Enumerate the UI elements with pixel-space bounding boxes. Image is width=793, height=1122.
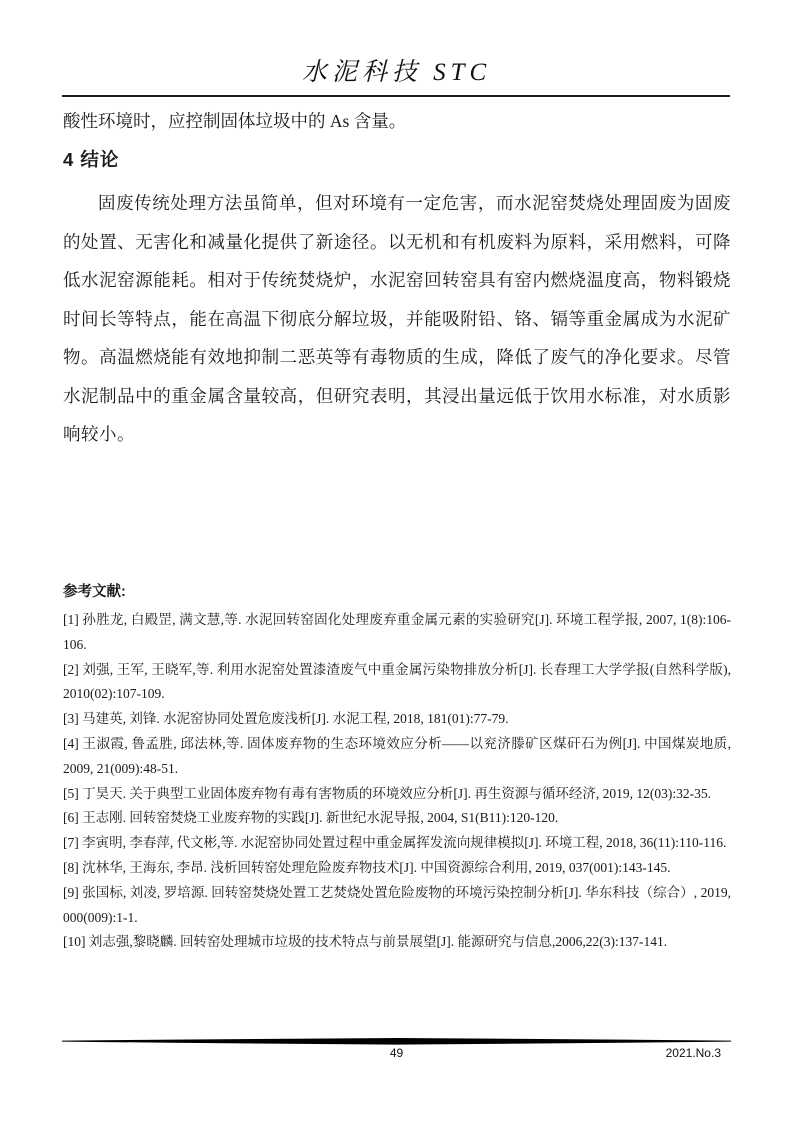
lead-sentence: 酸性环境时，应控制固体垃圾中的 As 含量。 (63, 111, 407, 131)
references-heading: 参考文献: (63, 584, 126, 600)
conclusion-paragraph: 固废传统处理方法虽简单，但对环境有一定危害，而水泥窑焚烧处理固废为固废的处置、无害化和减量化提供了新途径。以无机和有机废料为原料，采用燃料，可降低水泥窑源能耗。相对于传统焚烧炉，水泥窑回转窑具有窑内燃烧温度高，物料锻烧时间长等特点，能在高温下彻底分解垃圾，并能吸附铅、铬、镉等重金属成为水泥矿物。高温燃烧能有效地抑制二恶英等有毒物质的生成，降低了废气的净化要求。尽管水泥制品中的重金属含量较高，但研究表明，其浸出量远低于饮用水标准，对水质影响较小。 (63, 193, 731, 444)
reference-item: [4] 王淑霞, 鲁孟胜, 邱法林,等. 固体废弃物的生态环境效应分析——以兖济滕矿区煤矸石为例[J]. 中国煤炭地质, 2009, 21(009):48-51. (63, 735, 731, 776)
reference-item: [9] 张国标, 刘凌, 罗培源. 回转窑焚烧处置工艺焚烧处置危险废物的环境污染控制分析[J]. 华东科技（综合）, 2019, 000(009):1-1. (63, 884, 731, 925)
issue-number: 2021.No.3 (665, 1046, 721, 1060)
header-rule (62, 95, 730, 97)
journal-title: 水泥科技 STC (301, 59, 492, 86)
reference-item: [8] 沈林华, 王海东, 李昂. 浅析回转窑处理危险废弃物技术[J]. 中国资源综合利用, 2019, 037(001):143-145. (63, 859, 671, 875)
reference-item: [6] 王志刚. 回转窑焚烧工业废弃物的实践[J]. 新世纪水泥导报, 2004, S1(B11):120-120. (63, 810, 559, 826)
page-number: 49 (389, 1046, 404, 1060)
reference-item: [1] 孙胜龙, 白殿罡, 满文慧,等. 水泥回转窑固化处理废弃重金属元素的实验研究[J]. 环境工程学报, 2007, 1(8):106-106. (63, 612, 731, 652)
reference-item: [2] 刘强, 王军, 王晓军,等. 利用水泥窑处置漆渣废气中重金属污染物排放分析[J]. 长春理工大学学报(自然科学版), 2010(02):107-109. (63, 661, 731, 702)
footer-divider (62, 1038, 731, 1045)
reference-item: [10] 刘志强,黎晓麟. 回转窑处理城市垃圾的技术特点与前景展望[J]. 能源研究与信息,2006,22(3):137-141. (63, 934, 668, 950)
references-section (63, 580, 731, 955)
reference-item: [3] 马建英, 刘锋. 水泥窑协同处置危废浅析[J]. 水泥工程, 2018, 181(01):77-79. (63, 711, 509, 727)
reference-item: [7] 李寅明, 李春萍, 代文彬,等. 水泥窑协同处置过程中重金属挥发流向规律模拟[J]. 环境工程, 2018, 36(11):110-116. (63, 835, 727, 851)
conclusion-section-heading: 4 结论 (63, 149, 120, 170)
reference-item: [5] 丁昊天. 关于典型工业固体废弃物有毒有害物质的环境效应分析[J]. 再生资源与循环经济, 2019, 12(03):32-35. (63, 785, 711, 801)
